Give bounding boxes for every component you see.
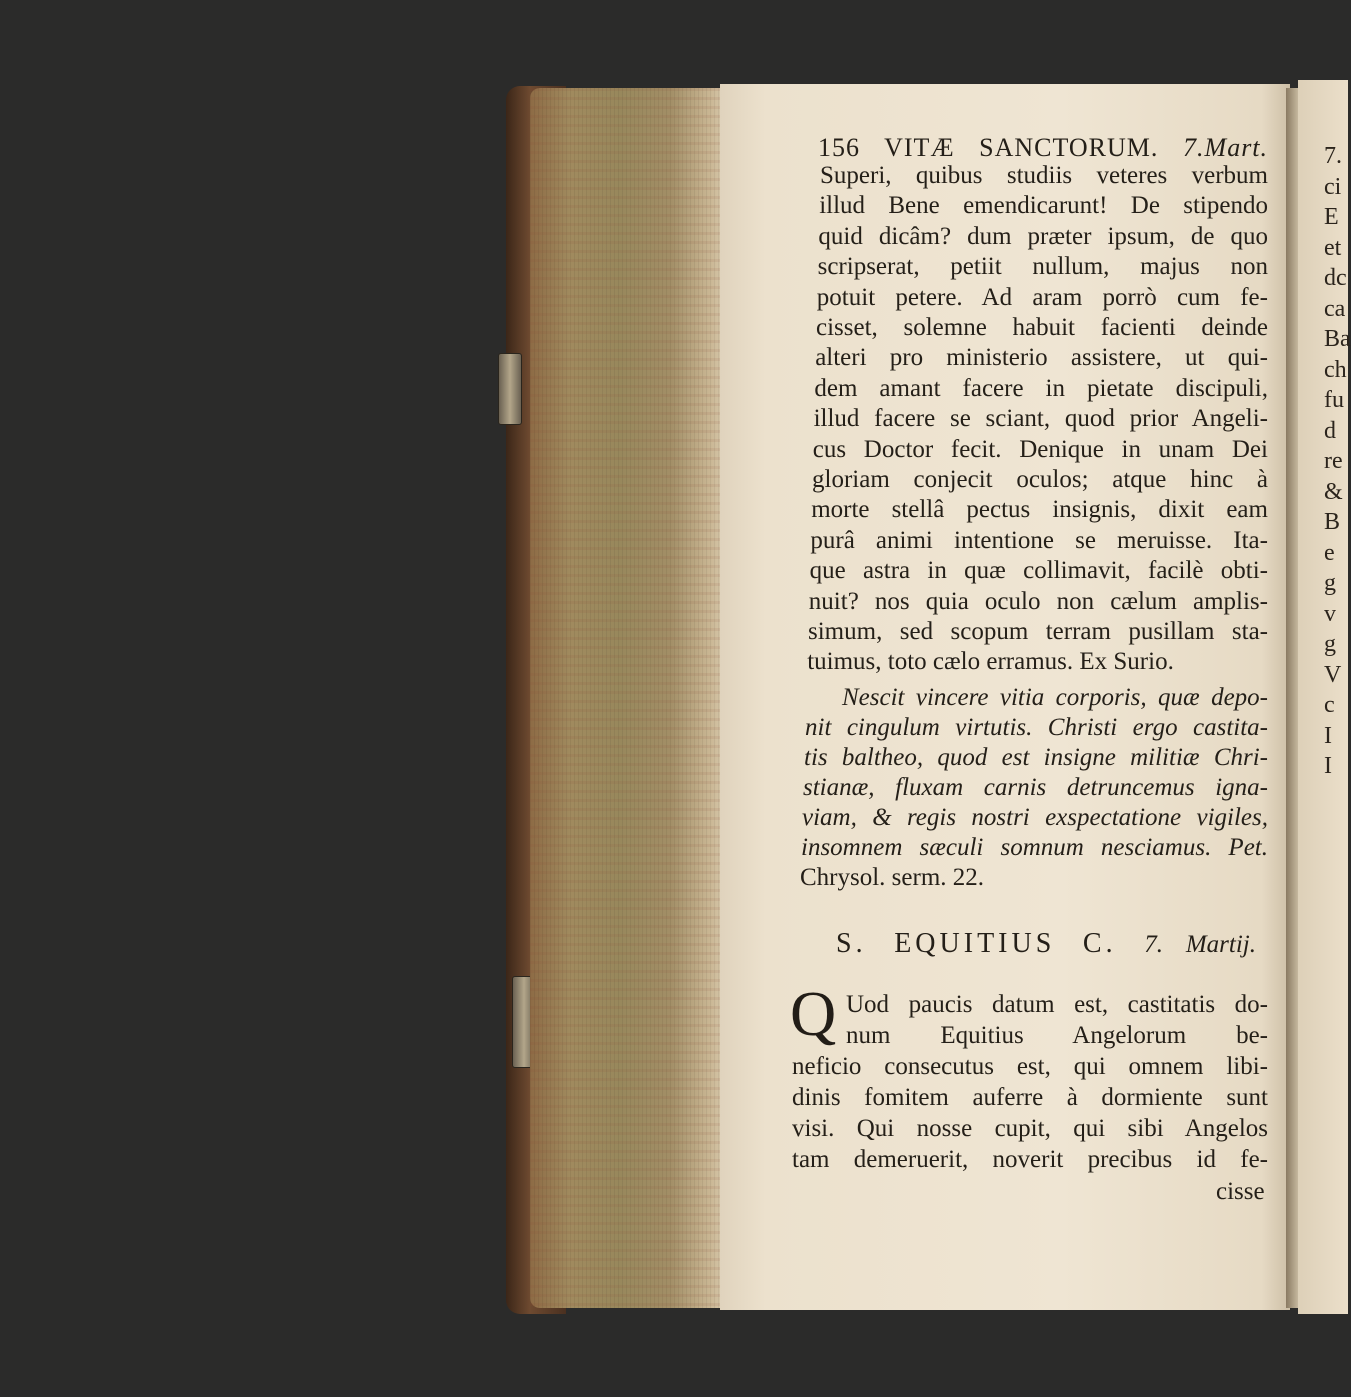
- body-line: tuimus, toto cælo erramus. Ex Surio.: [807, 648, 1174, 676]
- facing-page-fragment: B: [1324, 509, 1341, 535]
- body-line: alteri pro ministerio assistere, ut qui-: [815, 344, 1268, 372]
- body-line: cus Doctor fecit. Denique in unam Dei: [812, 435, 1268, 463]
- facing-page-fragment: fu: [1324, 387, 1344, 413]
- body-line: cisset, solemne habuit facienti deinde: [816, 314, 1268, 341]
- facing-page-fragment: ca: [1324, 295, 1346, 322]
- facing-page-fragment: &: [1324, 478, 1343, 505]
- section-line: Uod paucis datum est, castitatis do-: [846, 991, 1268, 1018]
- facing-page-fragment: Ba: [1324, 326, 1351, 352]
- body-line: que astra in quæ collimavit, facilè obti-: [809, 557, 1268, 585]
- section-line: visi. Qui nosse cupit, qui sibi Angelos: [792, 1115, 1268, 1142]
- facing-page-fragment: v: [1324, 600, 1336, 627]
- facing-page-fragment: V: [1324, 661, 1342, 688]
- body-line: potuit petere. Ad aram porrò cum fe-: [816, 283, 1268, 311]
- quote-line: nit cingulum virtutis. Christi ergo castita-: [805, 714, 1268, 741]
- body-line: dem amant facere in pietate discipuli,: [814, 374, 1268, 402]
- section-title: S. EQUITIUS C.: [836, 928, 1117, 959]
- body-line: scripserat, petiit nullum, majus non: [817, 253, 1268, 281]
- section-heading: [836, 930, 1256, 958]
- section-line: num Equitius Angelorum be-: [846, 1022, 1268, 1049]
- quote-line: Chrysol. serm. 22.: [800, 864, 985, 891]
- facing-page-fragment: re: [1324, 448, 1343, 474]
- running-title: VITÆ SANCTORUM.: [884, 133, 1159, 162]
- facing-page-fragment: ch: [1324, 356, 1347, 383]
- section-line: dinis fomitem auferre à dormiente sunt: [792, 1084, 1268, 1111]
- clasp-upper: [498, 353, 522, 425]
- body-line: simum, sed scopum terram pusillam sta-: [808, 618, 1268, 645]
- body-line: Superi, quibus studiis veteres verbum: [820, 162, 1268, 189]
- facing-page-fragment: g: [1324, 631, 1336, 657]
- drop-cap: Q: [790, 978, 837, 1049]
- body-line: purâ animi intentione se meruisse. Ita-: [810, 526, 1268, 554]
- facing-page-fragment: 7.: [1324, 143, 1342, 169]
- facing-page-fragment: ci: [1324, 173, 1342, 200]
- page-edges: [530, 88, 730, 1308]
- facing-page-fragment: I: [1324, 722, 1332, 749]
- header-date: 7.Mart.: [1183, 133, 1269, 162]
- page-number: 156: [818, 133, 860, 162]
- body-line: morte stellâ pectus insignis, dixit eam: [811, 496, 1268, 524]
- facing-page-fragment: I: [1324, 753, 1332, 779]
- body-line: quid dicâm? dum præter ipsum, de quo: [818, 222, 1268, 250]
- section-date: 7. Martij.: [1144, 931, 1256, 958]
- running-header: [818, 135, 1268, 161]
- quote-line: stianæ, fluxam carnis detruncemus igna-: [803, 774, 1268, 801]
- section-line: tam demeruerit, noverit precibus id fe-: [792, 1146, 1268, 1173]
- right-page-fragment: [1298, 80, 1351, 1314]
- facing-page-fragment: c: [1324, 692, 1335, 718]
- section-line: neficio consecutus est, qui omnem libi-: [792, 1053, 1268, 1080]
- body-line: gloriam conjecit oculos; atque hinc à: [812, 466, 1268, 493]
- body-line: illud facere se sciant, quod prior Angeli-: [813, 405, 1268, 433]
- quote-line: viam, & regis nostri exspectatione vigiles,: [802, 804, 1268, 831]
- catchword: cisse: [1216, 1178, 1265, 1205]
- facing-page-fragment: E: [1324, 204, 1339, 230]
- body-line: illud Bene emendicarunt! De stipendo: [819, 192, 1268, 220]
- body-line: nuit? nos quia oculo non cælum amplis-: [808, 587, 1268, 615]
- quote-line: Nescit vincere vitia corporis, quæ depo-: [842, 684, 1268, 711]
- facing-page-fragment: dc: [1324, 265, 1347, 291]
- facing-page-fragment: e: [1324, 539, 1335, 566]
- facing-page-fragment: g: [1324, 570, 1336, 596]
- facing-page-fragment: d: [1324, 417, 1336, 444]
- quote-line: tis baltheo, quod est insigne militiæ Chri-: [804, 744, 1268, 771]
- quote-line: insomnem sæculi somnum nesciamus. Pet.: [801, 834, 1268, 861]
- facing-page-fragment: et: [1324, 234, 1342, 261]
